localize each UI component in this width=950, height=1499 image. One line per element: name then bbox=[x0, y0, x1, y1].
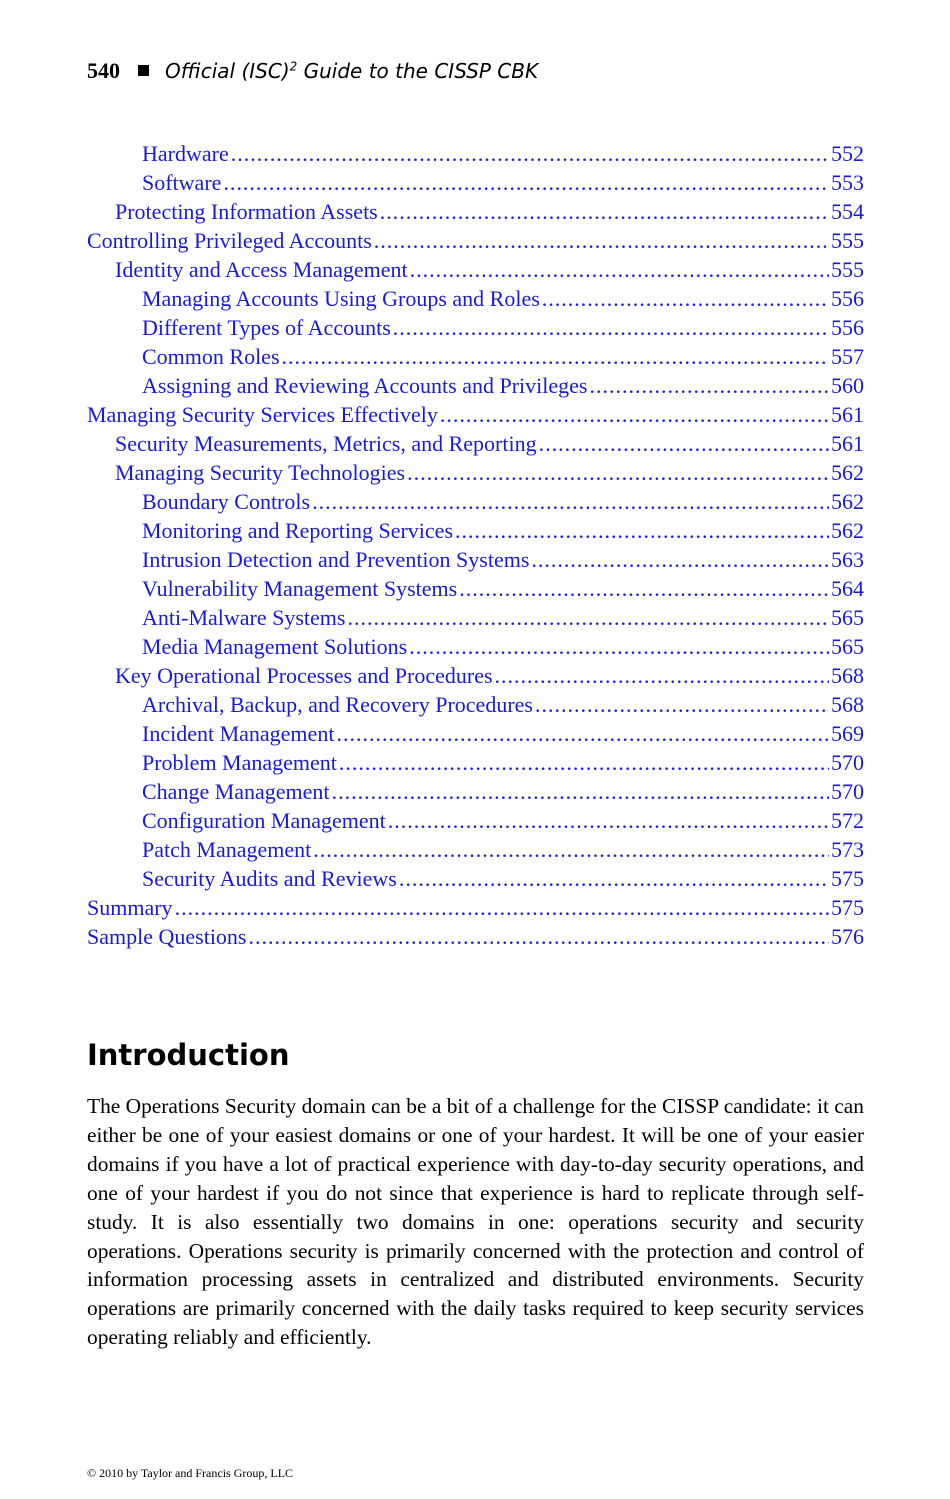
toc-entry[interactable] bbox=[87, 199, 864, 228]
toc-dot-leader bbox=[336, 721, 829, 747]
toc-entry-title[interactable]: Patch Management bbox=[142, 837, 312, 862]
toc-entry[interactable] bbox=[87, 547, 864, 576]
toc-entry-page[interactable]: 556 bbox=[831, 286, 864, 311]
toc-entry-title[interactable]: Vulnerability Management Systems bbox=[142, 576, 458, 601]
toc-dot-leader bbox=[339, 750, 829, 776]
toc-entry-title[interactable]: Managing Security Services Effectively bbox=[87, 402, 438, 427]
toc-entry-title[interactable]: Controlling Privileged Accounts bbox=[87, 228, 372, 253]
toc-dot-leader bbox=[282, 344, 829, 370]
toc-dot-leader bbox=[495, 663, 829, 689]
toc-dot-leader bbox=[589, 373, 829, 399]
toc-entry-title[interactable]: Common Roles bbox=[142, 344, 280, 369]
toc-entry-page[interactable]: 570 bbox=[831, 750, 864, 775]
toc-entry-page[interactable]: 553 bbox=[831, 170, 864, 195]
toc-entry[interactable] bbox=[87, 170, 864, 199]
toc-dot-leader bbox=[313, 837, 829, 863]
toc-entry-title[interactable]: Security Measurements, Metrics, and Reporting bbox=[115, 431, 537, 456]
running-header bbox=[87, 58, 538, 84]
toc-entry-title[interactable]: Managing Accounts Using Groups and Roles bbox=[142, 286, 540, 311]
toc-entry-page[interactable]: 576 bbox=[831, 924, 864, 949]
toc-entry[interactable] bbox=[87, 402, 864, 431]
toc-entry-title[interactable]: Identity and Access Management bbox=[115, 257, 408, 282]
toc-entry-page[interactable]: 561 bbox=[831, 431, 864, 456]
toc-dot-leader bbox=[347, 605, 829, 631]
toc-dot-leader bbox=[388, 808, 829, 834]
toc-entry-page[interactable]: 556 bbox=[831, 315, 864, 340]
toc-dot-leader bbox=[535, 692, 829, 718]
toc-entry[interactable] bbox=[87, 431, 864, 460]
toc-entry[interactable] bbox=[87, 576, 864, 605]
toc-dot-leader bbox=[410, 257, 829, 283]
toc-entry[interactable] bbox=[87, 605, 864, 634]
toc-entry[interactable] bbox=[87, 518, 864, 547]
toc-entry-page[interactable]: 555 bbox=[831, 228, 864, 253]
toc-dot-leader bbox=[531, 547, 829, 573]
toc-entry-page[interactable]: 557 bbox=[831, 344, 864, 369]
book-title bbox=[165, 59, 538, 83]
toc-entry-page[interactable]: 565 bbox=[831, 634, 864, 659]
toc-entry[interactable] bbox=[87, 895, 864, 924]
toc-dot-leader bbox=[332, 779, 829, 805]
toc-entry-title[interactable]: Problem Management bbox=[142, 750, 337, 775]
table-of-contents bbox=[87, 141, 864, 953]
book-title-superscript: 2 bbox=[289, 59, 298, 74]
toc-entry-title[interactable]: Software bbox=[142, 170, 222, 195]
toc-entry[interactable] bbox=[87, 924, 864, 953]
toc-entry-title[interactable]: Change Management bbox=[142, 779, 330, 804]
toc-entry[interactable] bbox=[87, 344, 864, 373]
toc-entry[interactable] bbox=[87, 837, 864, 866]
toc-entry-page[interactable]: 562 bbox=[831, 518, 864, 543]
toc-entry-page[interactable]: 573 bbox=[831, 837, 864, 862]
toc-entry-page[interactable]: 560 bbox=[831, 373, 864, 398]
toc-entry[interactable] bbox=[87, 315, 864, 344]
toc-entry[interactable] bbox=[87, 141, 864, 170]
toc-entry-title[interactable]: Hardware bbox=[142, 141, 229, 166]
toc-dot-leader bbox=[374, 228, 829, 254]
toc-entry-title[interactable]: Managing Security Technologies bbox=[115, 460, 406, 485]
toc-entry-title[interactable]: Security Audits and Reviews bbox=[142, 866, 397, 891]
toc-entry[interactable] bbox=[87, 489, 864, 518]
toc-dot-leader bbox=[399, 866, 829, 892]
toc-dot-leader bbox=[542, 286, 829, 312]
toc-dot-leader bbox=[231, 141, 829, 167]
toc-entry[interactable] bbox=[87, 460, 864, 489]
toc-entry[interactable] bbox=[87, 866, 864, 895]
toc-entry-page[interactable]: 572 bbox=[831, 808, 864, 833]
intro-paragraph: The Operations Security domain can be a bit of a challenge for the CISSP candidate: it can either be one of your easiest domains or one of your hardest. It will be one of your easier domains if you have a lot of practical experience with day-to-day security operations, and one of your hardest if you do not since that experience is hard to replicate through self-study. It is also essentially two domains in one: operations security and security operations. Operations security is primarily concerned with the protection and control of information processing assets in centralized and distributed environments. Security operations are primarily concerned with the daily tasks required to keep security services operating reliably and efficiently. bbox=[87, 1094, 864, 1350]
toc-entry[interactable] bbox=[87, 286, 864, 315]
toc-entry[interactable] bbox=[87, 373, 864, 402]
toc-entry-title[interactable]: Anti-Malware Systems bbox=[142, 605, 346, 630]
toc-dot-leader bbox=[249, 924, 830, 950]
toc-entry[interactable] bbox=[87, 257, 864, 286]
book-title-prefix: Official (ISC) bbox=[165, 59, 290, 83]
toc-entry-page[interactable]: 575 bbox=[831, 866, 864, 891]
toc-entry-page[interactable]: 562 bbox=[831, 489, 864, 514]
page-number: 540 bbox=[87, 58, 120, 83]
toc-dot-leader bbox=[407, 460, 829, 486]
toc-dot-leader bbox=[459, 576, 829, 602]
toc-entry-title[interactable]: Assigning and Reviewing Accounts and Privileges bbox=[142, 373, 588, 398]
square-bullet-icon bbox=[138, 65, 149, 76]
toc-entry-page[interactable]: 552 bbox=[831, 141, 864, 166]
toc-entry-page[interactable]: 555 bbox=[831, 257, 864, 282]
toc-entry[interactable] bbox=[87, 634, 864, 663]
toc-entry-page[interactable]: 554 bbox=[831, 199, 864, 224]
toc-dot-leader bbox=[312, 489, 829, 515]
toc-entry-page[interactable]: 563 bbox=[831, 547, 864, 572]
toc-entry[interactable] bbox=[87, 808, 864, 837]
toc-entry-title[interactable]: Summary bbox=[87, 895, 173, 920]
toc-entry-page[interactable]: 568 bbox=[831, 663, 864, 688]
toc-dot-leader bbox=[223, 170, 829, 196]
book-title-suffix: Guide to the CISSP CBK bbox=[297, 59, 539, 83]
toc-entry[interactable] bbox=[87, 692, 864, 721]
toc-dot-leader bbox=[175, 895, 829, 921]
toc-entry[interactable] bbox=[87, 721, 864, 750]
toc-dot-leader bbox=[455, 518, 829, 544]
section-heading: Introduction bbox=[87, 1038, 290, 1072]
toc-entry-page[interactable]: 561 bbox=[831, 402, 864, 427]
toc-entry-title[interactable]: Configuration Management bbox=[142, 808, 386, 833]
toc-dot-leader bbox=[440, 402, 829, 428]
toc-entry-title[interactable]: Archival, Backup, and Recovery Procedures bbox=[142, 692, 533, 717]
toc-entry-title[interactable]: Intrusion Detection and Prevention Systems bbox=[142, 547, 530, 572]
toc-entry-page[interactable]: 565 bbox=[831, 605, 864, 630]
toc-entry[interactable] bbox=[87, 750, 864, 779]
toc-entry-title[interactable]: Sample Questions bbox=[87, 924, 247, 949]
toc-entry-title[interactable]: Monitoring and Reporting Services bbox=[142, 518, 454, 543]
toc-entry-page[interactable]: 570 bbox=[831, 779, 864, 804]
toc-entry-title[interactable]: Protecting Information Assets bbox=[115, 199, 378, 224]
toc-dot-leader bbox=[380, 199, 829, 225]
toc-entry[interactable] bbox=[87, 779, 864, 808]
toc-entry[interactable] bbox=[87, 228, 864, 257]
toc-entry-title[interactable]: Key Operational Processes and Procedures bbox=[115, 663, 493, 688]
toc-entry-title[interactable]: Incident Management bbox=[142, 721, 335, 746]
toc-entry-page[interactable]: 568 bbox=[831, 692, 864, 717]
toc-dot-leader bbox=[539, 431, 829, 457]
toc-entry-page[interactable]: 564 bbox=[831, 576, 864, 601]
toc-entry[interactable] bbox=[87, 663, 864, 692]
copyright-footer: © 2010 by Taylor and Francis Group, LLC bbox=[87, 1466, 294, 1480]
toc-dot-leader bbox=[409, 634, 829, 660]
toc-entry-title[interactable]: Different Types of Accounts bbox=[142, 315, 391, 340]
toc-entry-page[interactable]: 575 bbox=[831, 895, 864, 920]
toc-entry-page[interactable]: 562 bbox=[831, 460, 864, 485]
toc-entry-page[interactable]: 569 bbox=[831, 721, 864, 746]
toc-entry-title[interactable]: Boundary Controls bbox=[142, 489, 311, 514]
toc-dot-leader bbox=[393, 315, 829, 341]
toc-entry-title[interactable]: Media Management Solutions bbox=[142, 634, 408, 659]
